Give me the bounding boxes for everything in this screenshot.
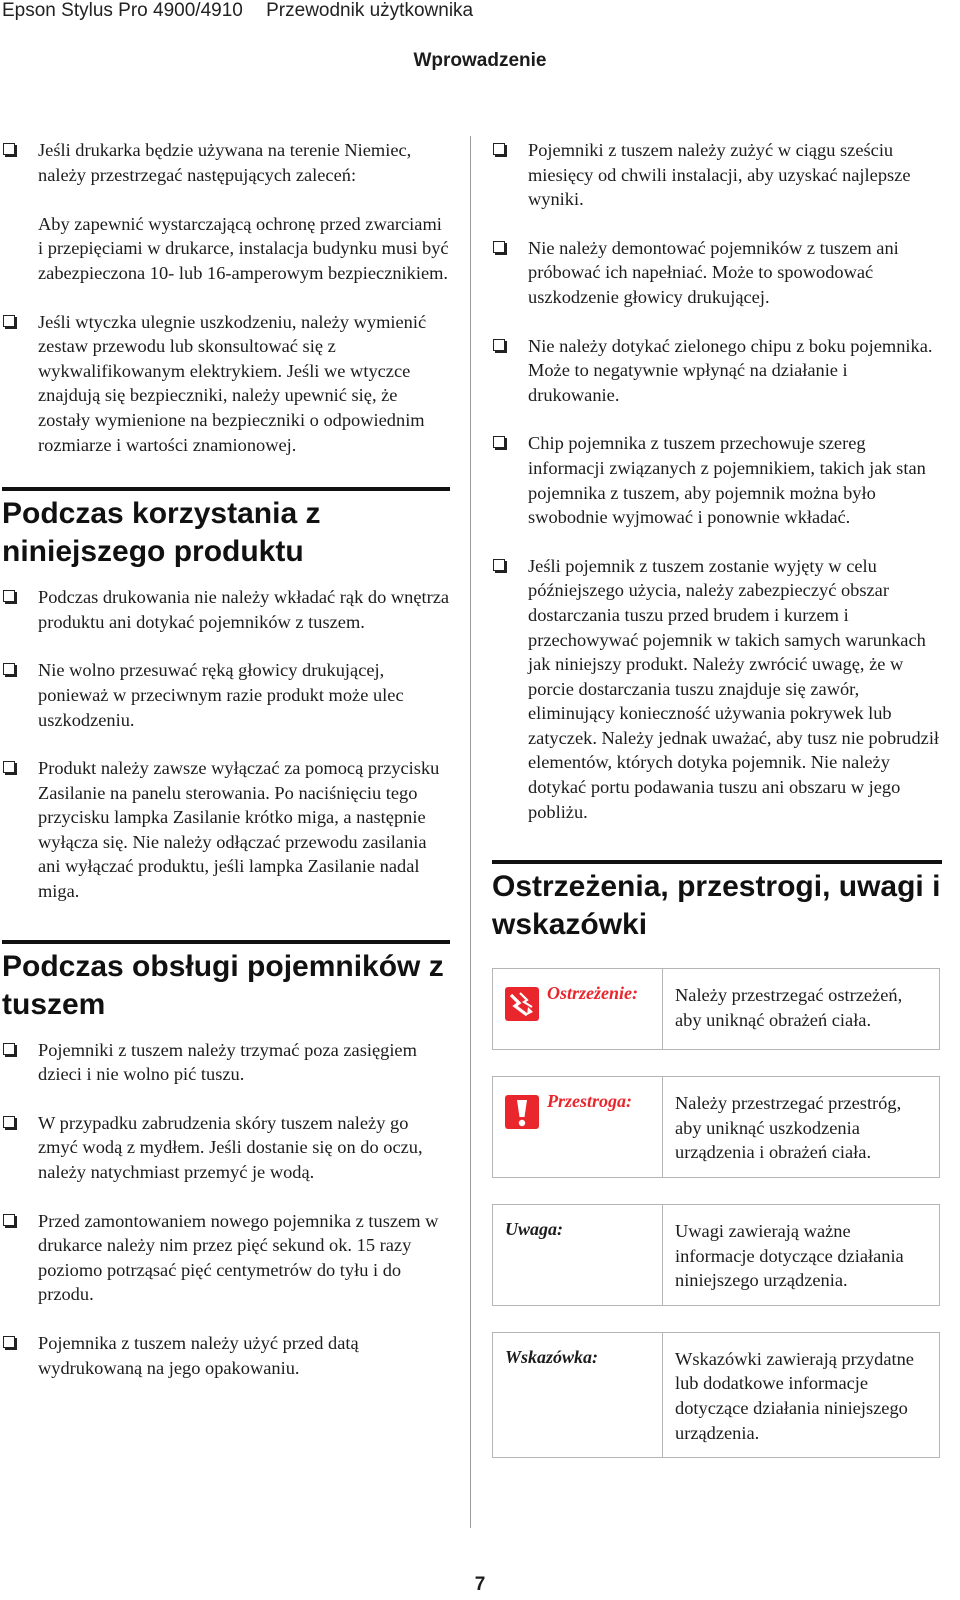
- list-item: [492, 554, 942, 825]
- paragraph: Jeśli drukarka będzie używana na terenie Niemiec, należy przestrzegać następujących zaleceń:: [38, 140, 412, 185]
- paragraph: Pojemniki z tuszem należy trzymać poza zasięgiem dzieci i nie wolno pić tuszu.: [38, 1039, 417, 1085]
- note-label-cell: [493, 1205, 663, 1305]
- list-item: [492, 431, 942, 529]
- list-item: [2, 1111, 450, 1185]
- notes-legend: [492, 968, 940, 1458]
- checkbox-bullet-icon: [493, 339, 505, 351]
- note-label: Ostrzeżenie:: [547, 983, 638, 1004]
- paragraph: Nie należy demontować pojemników z tuszem ani próbować ich napełniać. Może to spowodować uszkodzenie głowicy drukującej.: [528, 237, 899, 307]
- paragraph: Jeśli wtyczka ulegnie uszkodzeniu, należy wymienić zestaw przewodu lub skonsultować się z wykwalifikowanym elektrykiem. Jeśli we wtyczce znajdują się bezpieczniki, należy upewnić się, że zostały wymienione na bezpieczniki o odpowiednim rozmiarze i wartości znamionowej.: [38, 311, 427, 455]
- heading-ink-handling: Podczas obsługi pojemników z tuszem: [2, 940, 450, 1024]
- list-item: [2, 585, 450, 634]
- running-header: [2, 0, 473, 24]
- note-label-cell: [493, 1077, 663, 1177]
- paragraph: Pojemniki z tuszem należy zużyć w ciągu sześciu miesięcy od chwili instalacji, aby uzyskać najlepsze wyniki.: [528, 140, 911, 210]
- checkbox-bullet-icon: [3, 143, 15, 155]
- list-item: [2, 658, 450, 732]
- caution-exclamation-icon: [505, 1095, 539, 1129]
- paragraph: Jeśli pojemnik z tuszem zostanie wyjęty w celu późniejszego użycia, należy zabezpieczyć obszar dostarczania tuszu przed brudem i kurzem i przechowywać pojemnik w takich samych warunkach jak niniejszy produkt. Należy zwrócić uwagę, że w porcie dostarczania tuszu znajduje się zawór, eliminujący konieczność używania pokrywek lub zatyczek. Należy jednak uważać, aby tusz nie pobrudził elementów, których dotyka pojemnik. Nie należy dotykać portu podawania tuszu ani obszaru w jego pobliżu.: [528, 555, 940, 822]
- note-text: Uwagi zawierają ważne informacje dotyczące działania niniejszego urządzenia.: [675, 1221, 904, 1291]
- paragraph: Pojemnika z tuszem należy użyć przed datą wydrukowaną na jego opakowaniu.: [38, 1333, 359, 1378]
- note-label: Przestroga:: [547, 1091, 632, 1112]
- note-remark: [492, 1204, 940, 1306]
- column-divider: [470, 136, 471, 1528]
- checkbox-bullet-icon: [493, 143, 505, 155]
- paragraph: Nie wolno przesuwać ręką głowicy drukującej, ponieważ w przeciwnym razie produkt może ulec uszkodzeniu.: [38, 660, 404, 730]
- paragraph: Aby zapewnić wystarczającą ochronę przed zwarciami i przepięciami w drukarce, instalacja budynku musi być zabezpieczona 10- lub 16-amperowym bezpiecznikiem.: [38, 213, 449, 283]
- list-item: [2, 1331, 450, 1380]
- list-item: [492, 138, 942, 212]
- list-item: [2, 138, 450, 286]
- note-text: Należy przestrzegać ostrzeżeń, aby uniknąć obrażeń ciała.: [675, 985, 903, 1030]
- checkbox-bullet-icon: [3, 1336, 15, 1348]
- note-text: Należy przestrzegać przestróg, aby uniknąć uszkodzenia urządzenia i obrażeń ciała.: [675, 1093, 902, 1163]
- guide-title: Przewodnik użytkownika: [266, 0, 474, 21]
- checkbox-bullet-icon: [493, 241, 505, 253]
- checkbox-bullet-icon: [3, 315, 15, 327]
- checkbox-bullet-icon: [3, 761, 15, 773]
- heading-notes: Ostrzeżenia, przestrogi, uwagi i wskazówki: [492, 860, 942, 944]
- note-tip: [492, 1332, 940, 1458]
- warning-lightning-icon: [505, 987, 539, 1021]
- paragraph: Podczas drukowania nie należy wkładać rąk do wnętrza produktu ani dotykać pojemników z tuszem.: [38, 587, 450, 632]
- checkbox-bullet-icon: [3, 1214, 15, 1226]
- note-label: Wskazówka:: [505, 1346, 599, 1367]
- list-item: [492, 236, 942, 310]
- checkbox-bullet-icon: [493, 559, 505, 571]
- list-item: [2, 756, 450, 904]
- checkbox-bullet-icon: [3, 663, 15, 675]
- section-label: Wprowadzenie: [413, 50, 547, 71]
- paragraph: W przypadku zabrudzenia skóry tuszem należy go zmyć wodą z mydłem. Jeśli dostanie się on do oczu, należy natychmiast przemyć je wodą.: [38, 1112, 423, 1183]
- paragraph: Chip pojemnika z tuszem przechowuje szereg informacji związanych z pojemnikiem, takich jak stan pojemnika z tuszem, aby pojemnik można było swobodnie wyjmować i ponownie wkładać.: [528, 433, 926, 528]
- paragraph: Przed zamontowaniem nowego pojemnika z tuszem w drukarce należy nim przez pięć sekund ok. 15 razy poziomo potrząsać pięć centymetrów do tyłu i do przodu.: [38, 1210, 439, 1305]
- note-text: Wskazówki zawierają przydatne lub dodatkowe informacje dotyczące działania niniejszego urządzenia.: [675, 1348, 914, 1443]
- note-label-cell: [493, 969, 663, 1049]
- page-number: 7: [474, 1574, 486, 1595]
- paragraph: Nie należy dotykać zielonego chipu z boku pojemnika. Może to negatywnie wpłynąć na działanie i drukowanie.: [528, 335, 933, 405]
- checkbox-bullet-icon: [3, 1043, 15, 1055]
- list-item: [2, 1038, 450, 1087]
- left-column: [2, 138, 450, 1404]
- note-label: Uwaga:: [505, 1219, 563, 1240]
- checkbox-bullet-icon: [493, 436, 505, 448]
- checkbox-bullet-icon: [3, 590, 15, 602]
- list-item: [2, 310, 450, 458]
- note-warning: [492, 968, 940, 1050]
- right-column: [492, 138, 942, 1484]
- product-name: Epson Stylus Pro 4900/4910: [2, 0, 243, 21]
- checkbox-bullet-icon: [3, 1116, 15, 1128]
- note-caution: [492, 1076, 940, 1178]
- list-item: [492, 334, 942, 408]
- heading-product-use: Podczas korzystania z niniejszego produktu: [2, 487, 450, 571]
- list-item: [2, 1209, 450, 1307]
- paragraph: Produkt należy zawsze wyłączać za pomocą przycisku Zasilanie na panelu sterowania. Po naciśnięciu tego przycisku lampka Zasilanie krótko miga, a następnie wyłącza się. Nie należy odłączać przewodu zasilania ani wyłączać produktu, jeśli lampka Zasilanie nadal miga.: [38, 758, 440, 902]
- note-label-cell: [493, 1333, 663, 1457]
